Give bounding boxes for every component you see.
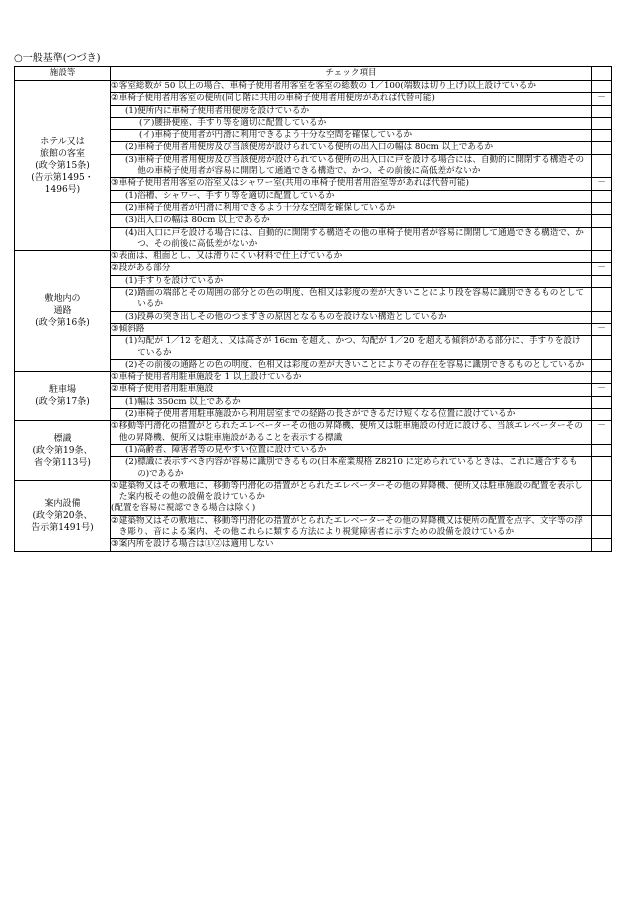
check-mark-cell[interactable] — [592, 142, 612, 154]
facility-label-line: 標識 — [53, 433, 72, 444]
check-item — [111, 81, 591, 92]
item-text: 車椅子使用者用客室の便所(同じ階に共用の車椅子使用者用便房があれば代替可能) — [118, 93, 435, 104]
item-number: (1) — [125, 336, 138, 347]
item-text: 移動等円滑化の措置がとられたエレベーターその他の昇降機、便所又は駐車施設の付近に設ける、当該エレベーターその他の昇降機、便所又は駐車施設があることを表示する標識 — [118, 421, 583, 443]
check-mark-cell[interactable] — [592, 288, 612, 312]
check-mark: － — [597, 384, 606, 395]
item-number: (1) — [125, 444, 138, 455]
check-item — [111, 228, 591, 251]
facility-label-line: (告示第1495・ — [31, 172, 94, 183]
check-mark-cell[interactable] — [592, 515, 612, 539]
item-number: (2) — [125, 288, 138, 299]
table-row — [15, 372, 612, 384]
item-number: ③ — [111, 539, 119, 550]
table-row — [15, 251, 612, 263]
check-item-cell — [111, 359, 592, 371]
check-mark-cell[interactable] — [592, 359, 612, 371]
check-item-cell — [111, 444, 592, 456]
check-mark-cell[interactable] — [592, 251, 612, 263]
item-number: ③ — [111, 178, 119, 189]
check-mark-cell[interactable] — [592, 336, 612, 360]
check-item — [111, 276, 591, 287]
check-item — [111, 288, 591, 311]
item-text: 車椅子使用者用客室の浴室又はシャワー室(共用の車椅子使用者用浴室等があれば代替可能) — [118, 178, 470, 189]
check-item — [111, 384, 591, 395]
check-item — [111, 409, 591, 420]
facility-label-line: (政令第16条) — [35, 318, 90, 329]
facility-label-line: 案内設備 — [44, 498, 81, 509]
item-text: 腰掛便座、手すり等を適切に配置しているか — [154, 117, 327, 128]
item-text: 勾配が 1／12 を超え、又は高さが 16cm を超え、かつ、勾配が 1／20 を超える傾斜がある部分に、手すりを設けているか — [137, 336, 581, 358]
check-item — [111, 312, 591, 323]
item-text: 建築物又はその敷地に、移動等円滑化の措置がとられたエレベーターその他の昇降機、便所又は駐車施設の配置を表示した案内板その他の設備を設けているか — [118, 480, 583, 503]
check-mark-cell[interactable] — [592, 396, 612, 408]
item-text: 表面は、粗面とし、又は滑りにくい材料で仕上げているか — [118, 251, 343, 262]
check-mark: － — [597, 421, 606, 432]
check-mark-cell[interactable] — [592, 93, 612, 105]
facility-cell — [15, 251, 111, 372]
header-check-items: チェック項目 — [111, 67, 592, 81]
item-number: (2) — [125, 409, 138, 420]
check-item — [111, 457, 591, 480]
check-item-cell — [111, 539, 592, 551]
check-item — [111, 142, 591, 153]
item-text: 標識に表示すべき内容が容易に識別できるもの(日本産業規格 Z8210 に定められているときは、これに適合するもの)であるか — [137, 457, 578, 479]
item-number: ① — [111, 372, 119, 383]
item-text: 車椅子使用者用駐車施設 — [118, 384, 214, 395]
check-item-cell — [111, 154, 592, 178]
check-item-cell — [111, 93, 592, 105]
check-item — [111, 372, 591, 383]
item-number: (1) — [125, 190, 138, 201]
check-item-cell — [111, 190, 592, 202]
check-item-cell — [111, 202, 592, 214]
facility-label-line: (政令第17条) — [35, 397, 90, 408]
check-item — [111, 215, 591, 226]
item-number: (2) — [125, 359, 138, 370]
check-mark-cell[interactable] — [592, 117, 612, 129]
check-item-cell — [111, 263, 592, 275]
item-number: ② — [111, 93, 119, 104]
check-mark-cell[interactable] — [592, 444, 612, 456]
facility-cell — [15, 81, 111, 251]
facility-cell — [15, 480, 111, 551]
item-number: ② — [111, 515, 119, 526]
check-item — [111, 324, 591, 335]
facility-cell — [15, 372, 111, 421]
item-text: 高齢者、障害者等の見やすい位置に設けているか — [137, 444, 327, 455]
facility-label-line: 敷地内の — [44, 294, 81, 305]
item-note: (配置を容易に視認できる場合は除く) — [111, 503, 256, 514]
item-number: ① — [111, 81, 119, 91]
item-text: 幅は 350cm 以上であるか — [137, 396, 241, 407]
item-text: 案内所を設ける場合は①②は適用しない — [118, 539, 274, 550]
check-item — [111, 481, 591, 504]
check-item — [111, 251, 591, 262]
check-mark-cell[interactable] — [592, 457, 612, 481]
item-text: 便所内に車椅子使用者用便房を設けているか — [137, 105, 310, 116]
check-item — [111, 421, 591, 444]
item-text: 車椅子使用者が円滑に利用できるよう十分な空間を確保しているか — [154, 130, 413, 141]
check-item-cell — [111, 396, 592, 408]
check-mark-cell[interactable] — [592, 227, 612, 251]
check-item-cell — [111, 142, 592, 154]
checklist-body — [15, 81, 612, 552]
header-facility: 施設等 — [15, 67, 111, 81]
item-text: 出入口の幅は 80cm 以上であるか — [137, 215, 270, 226]
item-number: ① — [111, 480, 119, 491]
item-number: ② — [111, 263, 119, 274]
check-item — [111, 397, 591, 408]
check-item-cell — [111, 227, 592, 251]
check-item-cell — [111, 275, 592, 287]
check-mark-cell[interactable] — [592, 384, 612, 396]
check-item-cell — [111, 117, 592, 129]
check-mark-cell[interactable] — [592, 81, 612, 93]
facility-label-line: 通路 — [53, 306, 72, 317]
item-number: ① — [111, 421, 119, 432]
check-item-cell — [111, 372, 592, 384]
table-row — [15, 480, 612, 515]
item-text: その前後の通路との色の明度、色相又は彩度の差が大きいことによりその存在を容易に識別できるものとしているか — [137, 359, 585, 370]
facility-label-line: 旅館の客室 — [39, 148, 85, 159]
check-item — [111, 178, 591, 189]
check-item-cell — [111, 384, 592, 396]
check-item-cell — [111, 130, 592, 142]
header-row — [15, 67, 612, 81]
check-item-cell — [111, 288, 592, 312]
check-item-cell — [111, 81, 592, 93]
item-number: (2) — [125, 142, 138, 153]
item-number: (3) — [125, 154, 138, 165]
check-mark-cell[interactable] — [592, 130, 612, 142]
check-mark-cell[interactable] — [592, 215, 612, 227]
check-item-cell — [111, 480, 592, 515]
item-text: 踏面の端部とその周囲の部分との色の明度、色相又は彩度の差が大きいことにより段を容易に識別できるものとしているか — [137, 288, 585, 310]
item-text: 車椅子使用者用便房及び当該便房が設けられている便所の出入口の幅は 80cm 以上であるか — [137, 142, 494, 153]
check-mark: － — [597, 93, 606, 104]
check-item — [111, 360, 591, 371]
check-mark-cell[interactable] — [592, 263, 612, 275]
facility-cell — [15, 421, 111, 480]
check-item — [111, 203, 591, 214]
facility-label-line: 告示第1491号) — [31, 522, 94, 533]
check-mark-cell[interactable] — [592, 421, 612, 445]
item-number: ③ — [111, 323, 119, 334]
item-number: (2) — [125, 202, 138, 213]
item-text: 車椅子使用者用駐車施設を 1 以上設けているか — [118, 372, 302, 383]
item-text: 傾斜路 — [118, 323, 145, 334]
facility-label-line: (政令第20条、 — [32, 510, 93, 521]
item-text: 出入口に戸を設ける場合には、自動的に開閉する構造その他の車椅子使用者が容易に開閉して通過できる構造で、かつ、その前後に高低差がないか — [137, 227, 584, 249]
check-item — [111, 336, 591, 359]
check-item — [111, 191, 591, 202]
item-number: ① — [111, 251, 119, 262]
page-title: ○一般基準(つづき) — [14, 53, 101, 64]
check-mark-cell[interactable] — [592, 372, 612, 384]
item-number: ② — [111, 384, 119, 395]
check-item — [111, 516, 591, 539]
check-item-cell — [111, 215, 592, 227]
item-text: 車椅子使用者用便房及び当該便房が設けられている便所の出入口に戸を設ける場合には、自動的に開閉する構造その他の車椅子使用者が容易に開閉して通過できる構造で、かつ、その前後に高低差がないか — [137, 154, 585, 177]
check-mark-cell[interactable] — [592, 202, 612, 214]
item-number: (2) — [125, 457, 138, 468]
check-item — [111, 118, 591, 129]
check-item — [111, 263, 591, 274]
check-item-cell — [111, 336, 592, 360]
check-item-cell — [111, 323, 592, 335]
item-text: 客室総数が 50 以上の場合、車椅子使用者用客室を客室の総数の 1／100(端数は切り上げ)以上設けているか — [118, 81, 536, 91]
check-mark-cell[interactable] — [592, 275, 612, 287]
check-mark-cell[interactable] — [592, 323, 612, 335]
check-item-cell — [111, 105, 592, 117]
item-number: (1) — [125, 275, 138, 286]
item-number: (イ) — [139, 130, 155, 141]
item-text: 段がある部分 — [118, 263, 171, 274]
check-mark-cell[interactable] — [592, 311, 612, 323]
check-item — [111, 539, 591, 550]
item-number: (1) — [125, 396, 138, 407]
facility-label-line: 省令第113号) — [34, 457, 91, 468]
check-mark: － — [597, 323, 606, 334]
check-item-cell — [111, 457, 592, 481]
check-item-cell — [111, 409, 592, 421]
check-item-cell — [111, 311, 592, 323]
table-row — [15, 81, 612, 93]
item-text: 車椅子使用者が円滑に利用できるよう十分な空間を確保しているか — [137, 202, 396, 213]
check-item — [111, 130, 591, 141]
item-text: 車椅子使用者用駐車施設から利用居室までの経路の長さができるだけ短くなる位置に設けているか — [137, 409, 516, 420]
item-text: 建築物又はその敷地に、移動等円滑化の措置がとられたエレベーターその他の昇降機又は便所の配置を点字、文字等の浮き彫り、音による案内、その他これらに類する方法により視覚障害者に示すための設備を設けているか — [118, 515, 583, 537]
table-row — [15, 421, 612, 445]
facility-label-line: 駐車場 — [48, 385, 76, 396]
check-mark-cell[interactable] — [592, 154, 612, 178]
check-item — [111, 106, 591, 117]
check-mark-cell[interactable] — [592, 539, 612, 551]
check-mark-cell[interactable] — [592, 105, 612, 117]
check-mark-cell[interactable] — [592, 409, 612, 421]
item-text: 段鼻の突き出しその他のつまずきの原因となるものを設けない構造としているか — [137, 311, 447, 322]
check-mark: － — [597, 178, 606, 189]
check-item-cell — [111, 178, 592, 190]
check-mark-cell[interactable] — [592, 178, 612, 190]
check-item — [111, 445, 591, 456]
check-item-cell — [111, 421, 592, 445]
check-mark-cell[interactable] — [592, 190, 612, 202]
facility-label-line: 1496号) — [44, 184, 81, 195]
item-number: (1) — [125, 105, 138, 116]
check-item-cell — [111, 515, 592, 539]
checklist-table — [14, 66, 612, 552]
facility-label-line: (政令第19条、 — [32, 445, 93, 456]
item-number: (ア) — [139, 117, 155, 128]
check-mark: － — [597, 263, 606, 274]
item-number: (3) — [125, 311, 138, 322]
check-mark-cell[interactable] — [592, 480, 612, 515]
facility-label-line: ホテル又は — [40, 136, 85, 147]
item-number: (3) — [125, 215, 138, 226]
item-text: 浴槽、シャワー、手すり等を適切に配置しているか — [137, 190, 335, 201]
item-number: (4) — [125, 227, 138, 238]
check-item-cell — [111, 251, 592, 263]
check-item — [111, 155, 591, 178]
header-mark — [592, 67, 612, 81]
facility-label-line: (政令第15条) — [35, 160, 90, 171]
check-item — [111, 93, 591, 104]
item-text: 手すりを設けているか — [137, 275, 224, 286]
